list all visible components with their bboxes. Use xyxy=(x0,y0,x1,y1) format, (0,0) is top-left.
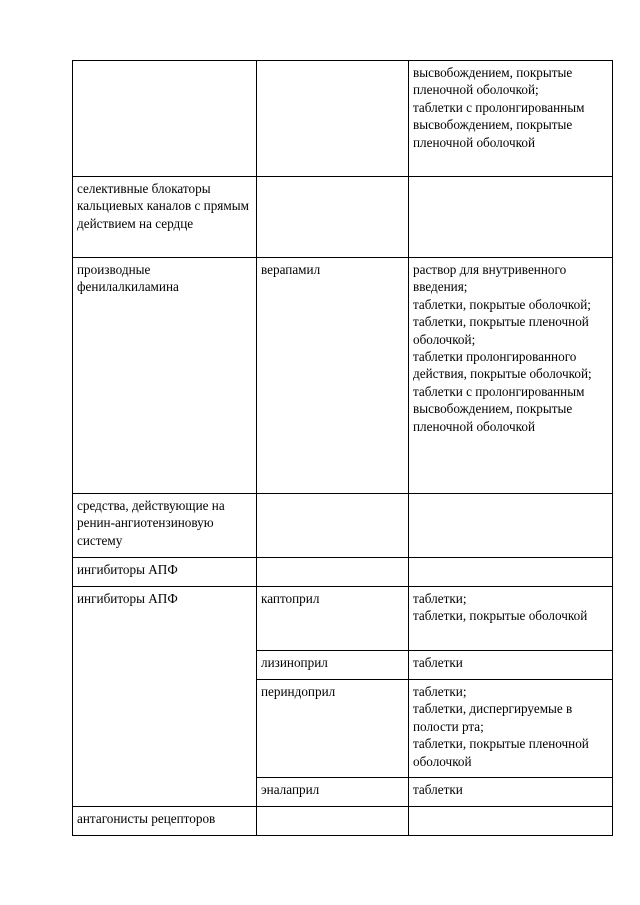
forms-cell xyxy=(409,177,613,258)
form-line: таблетки xyxy=(413,782,463,797)
group-cell: селективные блокаторы кальциевых каналов с прямым действием на сердце xyxy=(73,177,257,258)
table-row xyxy=(73,807,613,836)
table-row xyxy=(73,494,613,558)
form-line: таблетки пролонгированного действия, покрытые оболочкой; xyxy=(413,349,592,382)
group-cell: ингибиторы АПФ xyxy=(73,587,257,807)
form-line: таблетки; xyxy=(413,591,467,606)
drug-cell: верапамил xyxy=(257,258,409,494)
drug-cell: эналаприл xyxy=(257,778,409,807)
table-row xyxy=(73,558,613,587)
table-row xyxy=(73,258,613,494)
form-line: высвобождением, покрытые пленочной оболочкой; xyxy=(413,65,573,98)
forms-cell xyxy=(409,494,613,558)
form-line: таблетки, покрытые оболочкой; xyxy=(413,296,591,312)
group-cell: ингибиторы АПФ xyxy=(73,558,257,587)
form-line: таблетки xyxy=(413,655,463,670)
forms-cell xyxy=(409,680,613,778)
drug-cell xyxy=(257,177,409,258)
form-line: таблетки; xyxy=(413,684,467,699)
form-line: таблетки, диспергируемые в полости рта; xyxy=(413,701,573,734)
group-cell: производные фенилалкиламина xyxy=(73,258,257,494)
group-cell: средства, действующие на ренин-ангиотензиновую систему xyxy=(73,494,257,558)
forms-cell xyxy=(409,61,613,177)
forms-cell xyxy=(409,778,613,807)
drug-cell xyxy=(257,494,409,558)
forms-cell xyxy=(409,258,613,494)
drug-cell xyxy=(257,558,409,587)
form-line: таблетки с пролонгированным высвобождением, покрытые пленочной оболочкой xyxy=(413,99,585,150)
forms-cell xyxy=(409,587,613,651)
table-row xyxy=(73,61,613,177)
drug-cell: периндоприл xyxy=(257,680,409,778)
table-row xyxy=(73,587,613,651)
form-line: таблетки с пролонгированным высвобождением, покрытые пленочной оболочкой xyxy=(413,383,585,434)
form-line: таблетки, покрытые пленочной оболочкой; xyxy=(413,314,589,347)
drug-cell: каптоприл xyxy=(257,587,409,651)
forms-cell xyxy=(409,558,613,587)
drug-table xyxy=(72,60,613,836)
table-row xyxy=(73,177,613,258)
forms-cell xyxy=(409,807,613,836)
form-line: таблетки, покрытые оболочкой xyxy=(413,608,588,624)
group-cell: антагонисты рецепторов xyxy=(73,807,257,836)
form-line: раствор для внутривенного введения; xyxy=(413,262,567,295)
forms-cell xyxy=(409,651,613,680)
form-line: таблетки, покрытые пленочной оболочкой xyxy=(413,736,589,769)
group-cell xyxy=(73,61,257,177)
document-page xyxy=(72,60,610,836)
drug-cell xyxy=(257,61,409,177)
drug-cell: лизиноприл xyxy=(257,651,409,680)
drug-cell xyxy=(257,807,409,836)
